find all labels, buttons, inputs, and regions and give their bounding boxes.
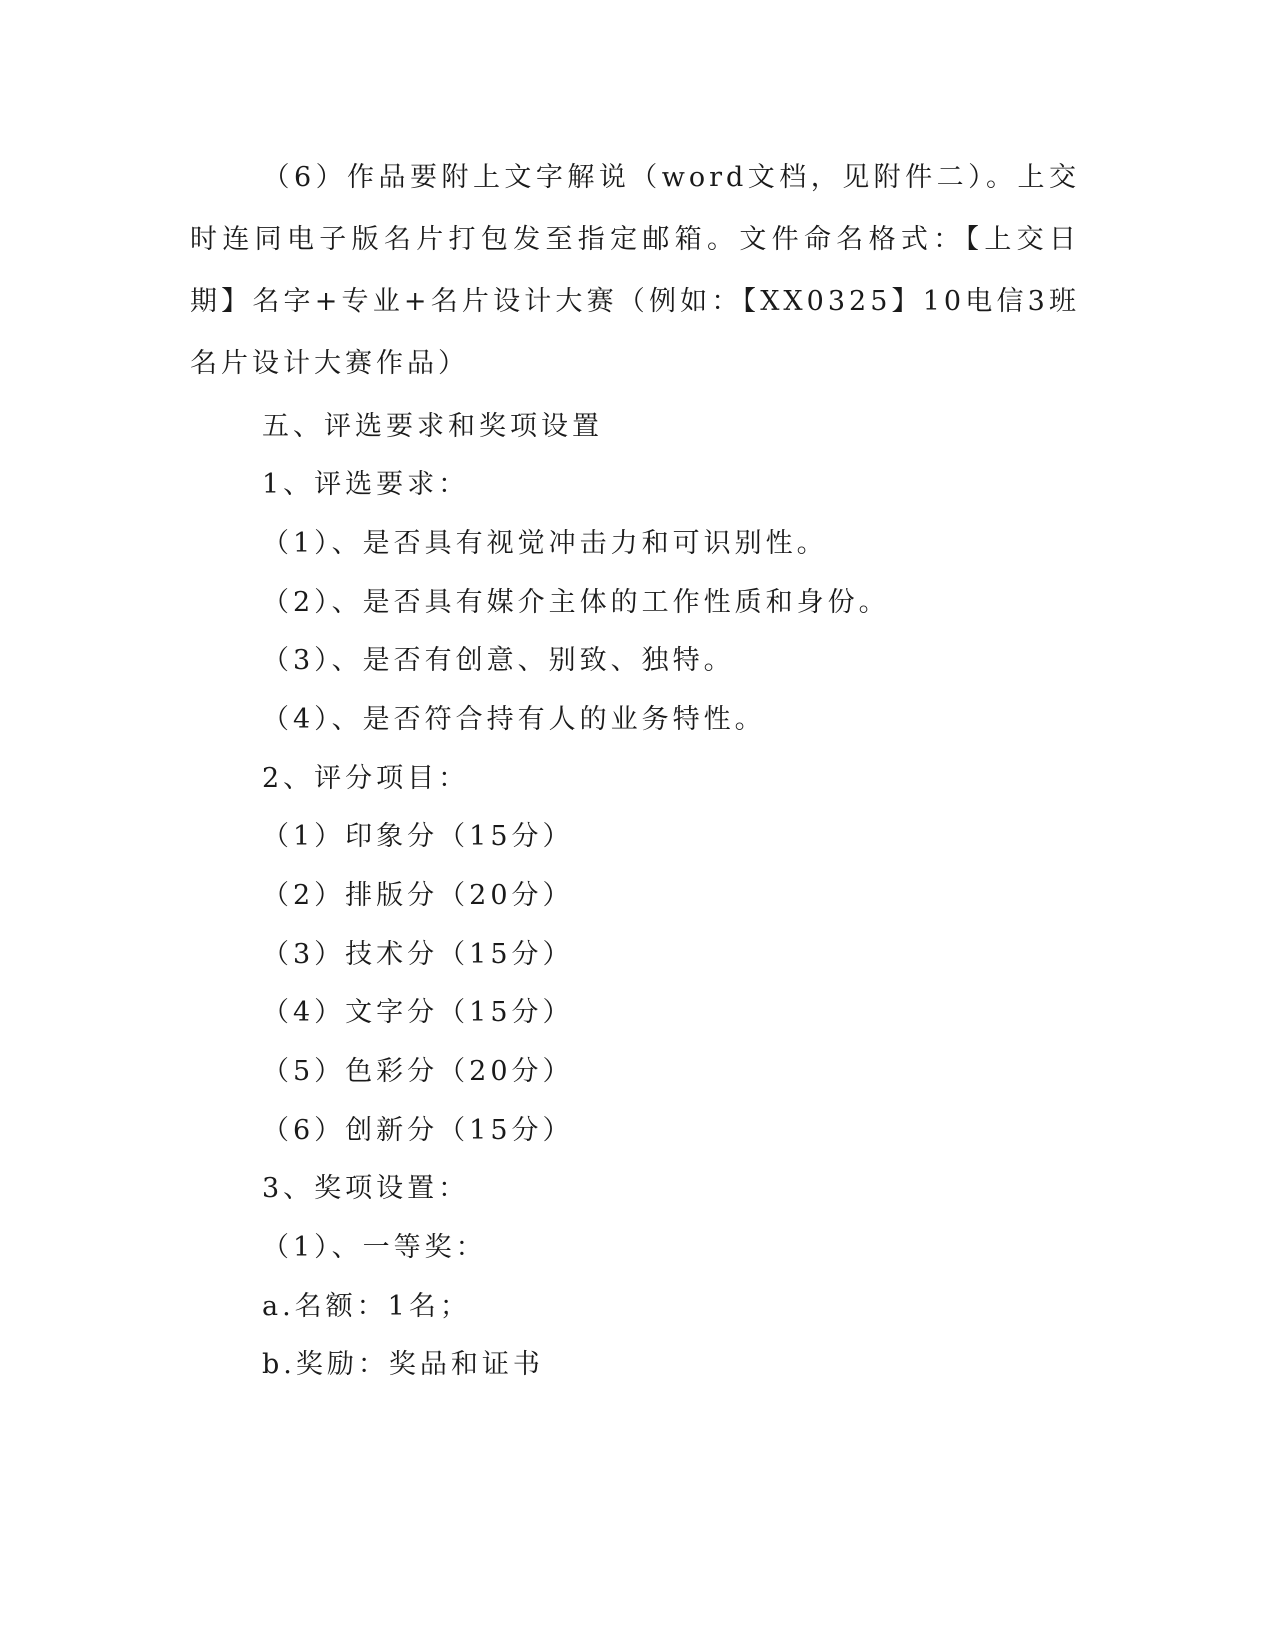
- awards-heading: 3、奖项设置：: [262, 1173, 470, 1204]
- first-prize-heading: （1）、一等奖：: [262, 1232, 487, 1263]
- evaluation-heading: 1、评选要求：: [262, 469, 470, 500]
- scoring-item: （1）印象分（15分）: [262, 821, 574, 852]
- scoring-heading: 2、评分项目：: [262, 763, 470, 794]
- evaluation-item: （4）、是否符合持有人的业务特性。: [262, 704, 766, 735]
- section-five-heading: 五、评选要求和奖项设置: [262, 411, 603, 442]
- scoring-item: （6）创新分（15分）: [262, 1115, 574, 1146]
- first-prize-reward: b.奖励：奖品和证书: [262, 1349, 544, 1380]
- scoring-item: （4）文字分（15分）: [262, 997, 574, 1028]
- paragraph-requirement-6-text: （6）作品要附上文字解说（word文档，见附件二）。上交时连同电子版名片打包发至指定邮箱。文件命名格式：【上交日期】名字+专业+名片设计大赛（例如：【XX0325】10电信3班名片设计大赛作品）: [190, 162, 1080, 379]
- first-prize-quota: a.名额：1名；: [262, 1291, 471, 1322]
- scoring-item: （5）色彩分（20分）: [262, 1056, 574, 1087]
- scoring-item: （2）排版分（20分）: [262, 880, 574, 911]
- evaluation-item: （1）、是否具有视觉冲击力和可识别性。: [262, 528, 828, 559]
- paragraph-requirement-6: [190, 147, 1080, 395]
- evaluation-item: （2）、是否具有媒介主体的工作性质和身份。: [262, 587, 890, 618]
- scoring-item: （3）技术分（15分）: [262, 939, 574, 970]
- evaluation-item: （3）、是否有创意、别致、独特。: [262, 645, 735, 676]
